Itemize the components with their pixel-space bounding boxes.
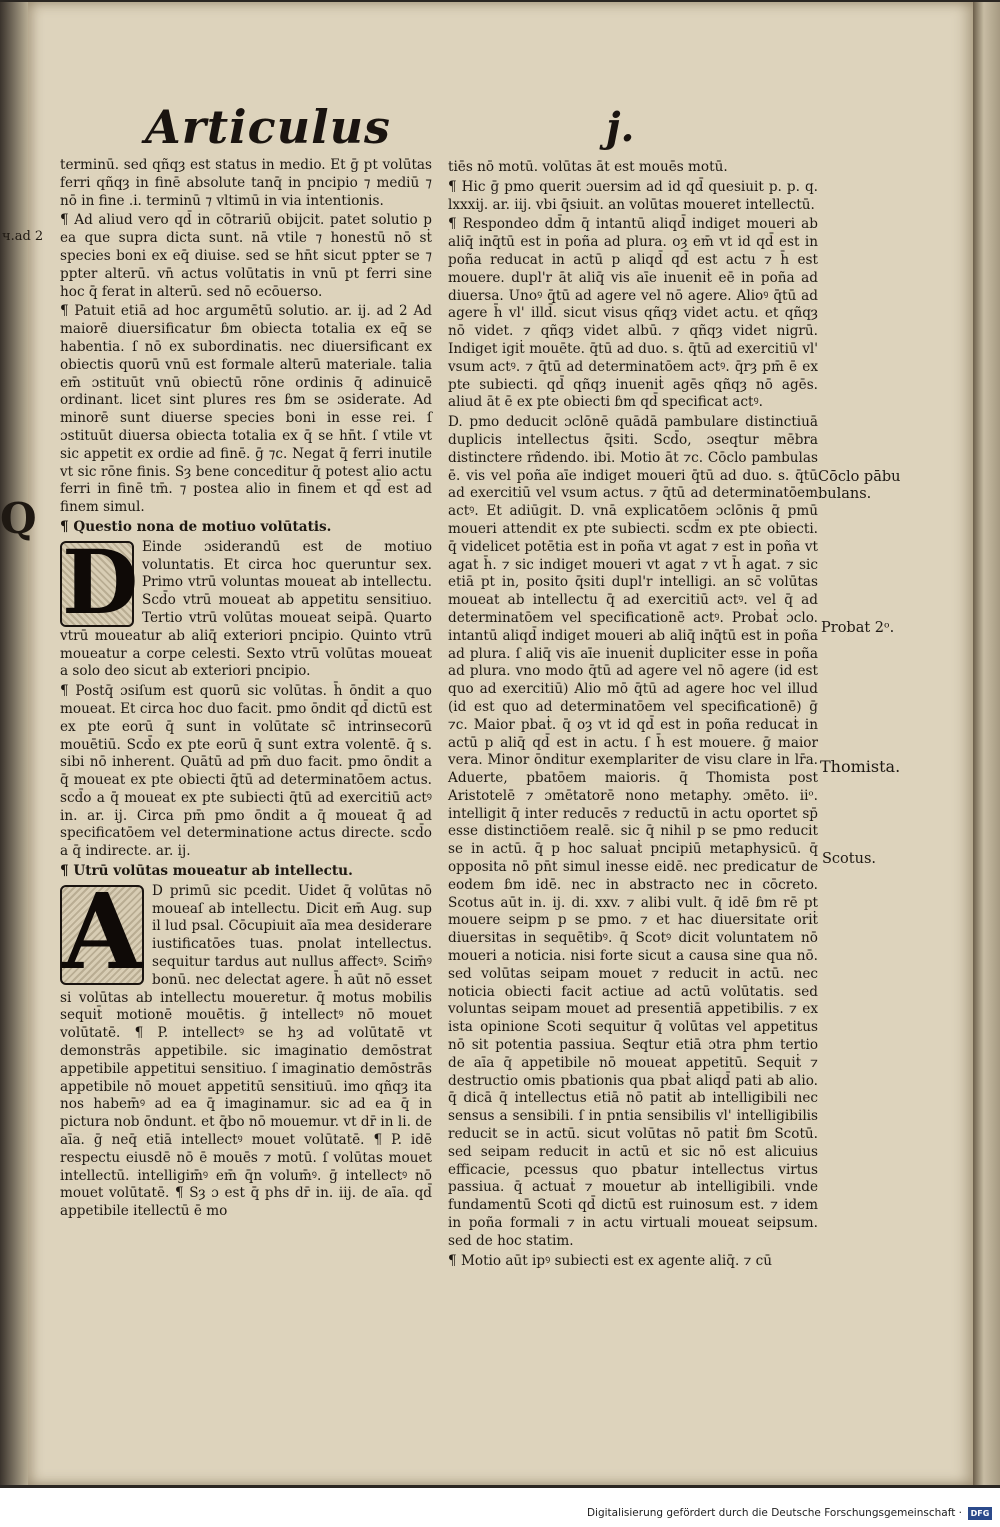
paragraph: ¶ Hic ḡ pmo querit ɔuersim ad id qd̄ quesiuit p. p. q. lxxxij. ar. iij. vbi q̄siuit. an volūtas moueret intellectū. — [448, 178, 818, 213]
paragraph: ¶ Postq̄ ɔsiſum est quorū sic volūtas. h̄ ōndit a quo moueat. Et circa hoc duo facit. pmo ōndit qd̄ dictū est ex pte eorū q̄ sunt in volūtate sc̄ intrinsecorū mouētiū. Scd̄o ex pte eorū q̄ sunt extra volentē. q̄ s. sibi nō inherent. Quātū ad pm̄ duo facit. pmo ōndit a q̄ moueat ex pte obiecti q̄tū ad determinatōem actus. scd̄o a q̄ moueat ex pte subiecti q̄tū ad exercitiū actꝰ in. ar. ij. Circa pm̄ pmo ōndit a q̄ moueat q̄ ad specificatōem vel determinatione actus directe. scd̄o a q̄ indirecte. ar. ij. — [60, 683, 432, 860]
paragraph: D. pmo deducit ɔclōnē quādā pambulare distinctiuā duplicis intellectus q̄siti. Scd̄o, ɔseqtur mēbra distinctere rñdendo. ibi. Motio āt ⁊c. Cōclo pambulas ē. vis vel poña aīe indiget moueri q̄tū ad duo. s. q̄tū ad exercitiū vel vsum actus. ⁊ q̄tū ad determinatōem actꝰ. Et adiūgit. D. vnā explicatōem ɔclōnis q̄ pmū moueri attendit ex pte subiecti. scd̄m ex pte obiecti. q̄ videlicet potētia est in poña vt agat ⁊ est in poña vt agat h̄. ⁊ sic indiget moueri vt agat ⁊ vt h̄ agat. ⁊ sic etiā pt in, posito q̄siti dupl'r intelligi. an sc̄ volūtas moueat ab intellectu q̄ ad exercitiū actꝰ. vel q̄ ad determinatōem vel specificationē actꝰ. Probaṫ ɔclo. intantū aliqd̄ indiget moueri ab aliq̄ inq̄tū est in poña ad plura. ſ aliq̄ vis aīe inueniṫ dupliciter esse in poña ad plura. vno modo q̄tū ad agere vel nō agere (id est quo ad exercitiū) Alio mō q̄tū ad agere hoc vel illud (id est quo ad determinatōem vel specificationē) ḡ ⁊c. Maior pbaṫ. q̄ oȝ vt id qd̄ est in poña reducaṫ in actū p aliq̄ qd̄ est in actu. ſ h̄ est mouere. ḡ maior vera. Minor ōnditur exemplariter de visu clare in lr̄a. Aduerte, pbatōem maioris. q̄ Thomista post Aristotelē ⁊ ɔmētatorē nono metaphy. ɔmēto. iiᵒ. intelligit q̄ inter reducēs ⁊ reductū in actu oportet sp̄ esse distinctiōem realē. sic q̄ nihil p se pmo reducit se in actū. q̄ p hoc saluaṫ pncipiū metaphysicū. q̄ opposita nō pn̄t simul inesse eidē. nec predicatur de eodem ɓm idē. nec in abstracto nec in cōcreto. Scotus aūt in. ij. di. xxv. ⁊ alibi vult. q̄ idē ɓm rē pt mouere seipm p se pmo. ⁊ et hac diuersitate oriṫ diuersitas in sequētibꝰ. q̄ Scotꝰ dicit voluntatem nō moueri a noticia. nisi forte sicut a causa sine qua nō. sed volūtas seipam mouet ⁊ reducit in actū. nec noticia obiecti facit actiue ad actū volūtatis. sed voluntas seipam mouet ad presentiā appetibilis. ⁊ ex ista opinione Scoti sequitur q̄ volūtas vel appetitus nō sit potentia passiua. Seqtur etiā ɔtra phm tertio de aīa q̄ appetibile nō moueat appetitū. Sequiṫ ⁊ destructio omis pbationis qua pbaṫ aliqd̄ pati ab alio. q̄ dicā q̄ intellectus etiā nō patiṫ ab intelligibili nec sensus a sensibili. ſ in pntia sensibilis vl' intelligibilis reducit se in actū. sicut volūtas nō patiṫ ɓm Scotū. sed seipam reducit in actū et sic nō est alicuius efficacie, pcessus quo pbatur intellectus virtus passiua. q̄ actuaṫ ⁊ mouetur ab intelligibili. vnde fundamentū Scoti qd̄ dictū est ruinosum est. ⁊ idem in poña formali ⁊ in actu virtuali moueat seipsum. sed de hoc statim. — [448, 414, 818, 1249]
margin-note-thomista: Thomista. — [820, 757, 901, 776]
paragraph: Einde ɔsiderandū est de motiuo voluntatis. Et circa hoc queruntur sex. Primo vtrū voluntas moueat ab intellectu. Scd̄o vtrū moueat ab appetitu sensitiuo. Tertio vtrū volūtas moueat seipā. Quarto vtrū moueatur ab aliq̄ exteriori pncipio. Quinto vtrū moueatur a corpe celesti. Sexto vtrū volūtas moueat a solo deo sicut ab exteriori pncipio. — [60, 538, 432, 680]
article-heading: ¶ Utrū volūtas moueatur ab intellectu. — [60, 863, 353, 880]
margin-note-scotus: Scotus. — [822, 851, 876, 867]
left-column — [60, 157, 432, 1220]
right-column — [448, 159, 818, 1269]
question-heading: ¶ Questio nona de motiuo volūtatis. — [60, 518, 332, 535]
margin-initial-q: Q — [0, 494, 37, 543]
paragraph: ¶ Motio aūt ipꝰ subiecti est ex agente aliq̄. ⁊ cū — [448, 1252, 773, 1269]
paragraph: terminū. sed qñqȝ est status in medio. Et ḡ pt volūtas ferri qñqȝ in finē absolute tanq̄ in pncipio ⁊ mediū ⁊ nō in fine .i. terminū ⁊ vltimū in via intentionis. — [60, 157, 432, 209]
margin-note-left-ref: ч.ad 2 — [2, 229, 44, 244]
page-edge-left — [0, 2, 28, 1485]
paragraph: ¶ Patuit etiā ad hoc argumētū solutio. ar. ij. ad 2 Ad maiorē diuersificatur ɓm obiecta totalia ex eq̄ se habentia. ſ nō ex subordinatis. nec diuersificant ex obiectis quorū vnū est formale alterū materiale. talia em̄ ɔstituūt vnū obiectū rōne ordinis q̄ adinuicē ordinant. licet sint plures res ɓm se ɔsiderate. Ad minorē sunt diuerse species boni in esse rei. ſ ɔstituūt diuersa obiecta totalia ex q̄ se hn̄t. ſ vtile vt sic appetit ex ordie ad finē. ḡ ⁊c. Negat q̄ ferri inutile vt sic rōne finis. Sȝ bene conceditur q̄ potest alio actu ferri in finē tm̄. ⁊ postea alio in finem et qd̄ est ad finem simul. — [60, 303, 432, 516]
folio-number: j. — [606, 104, 635, 151]
funding-credit: Digitalisierung gefördert durch die Deutsche Forschungsgemeinschaft · — [586, 1507, 962, 1519]
decorated-initial-a: A — [62, 869, 143, 993]
paragraph: tiēs nō motū. volūtas āt est mouēs motū. — [448, 159, 728, 175]
paragraph: D primū sic pcedit. Uidet q̄ volūtas nō moueaſ ab intellectu. Dicit em̄ Aug. sup il lud psal. Cōcupiuit aīa mea desiderare iustificatōes tuas. pnolat intellectus. sequitur tardus aut nullus affectꝰ. Scim̄ꝰ bonū. nec delectat agere. h̄ aūt nō esset si volūtas ab intellectu moueretur. q̄ motus mobilis sequit̄ motionē mouētis. ḡ intellectꝰ nō mouet volūtatē. ¶ P. intellectꝰ se hȝ ad volūtatē vt demonstrās appetibile. sic imaginatio demōstrat appetibile appetitui sensitiuo. ſ imaginatio demōstrās appetibile nō mouet appetitū sensitiuū. imo qñqȝ ita nos habem̄ꝰ ad ea q̄ imaginamur. sic ad ea q̄ in pictura nob ōndunt. et q̄bo nō mouemur. vt dr̄ in li. de aīa. ḡ neq̄ etiā intellectꝰ mouet volūtatē. ¶ P. idē respectu eiusdē nō ē mouēs ⁊ motū. ſ volūtas mouet intellectū. intelligim̄ꝰ em̄ q̄n volum̄ꝰ. ḡ intellectꝰ nō mouet volūtatē. ¶ Sȝ ɔ est q̄ phs dr̄ in. iij. de aīa. qd̄ appetibile itellectū ē mo — [60, 882, 432, 1220]
running-head: Articulus — [145, 100, 391, 154]
decorated-initial-d: D — [62, 529, 139, 634]
paragraph: ¶ Ad aliud vero qd̄ in cōtrariū obijcit. patet solutio p ea que supra dicta sunt. nā vtile ⁊ honestū nō sṫ species boni ex eq̄ diuise. sed se hn̄t sicut ppter se ⁊ ppter alterū. vn̄ actus volūtatis in vnū pt ferri sine hoc q̄ ferat in alterū. sed nō ecōuerso. — [60, 212, 432, 300]
footer-bar — [0, 1507, 1000, 1527]
margin-note-conclusio: Cōclo pābu bulans. — [818, 469, 901, 502]
page-edge-right — [973, 2, 1000, 1485]
margin-note-probat: Probat 2ᵒ. — [821, 620, 895, 636]
dfg-logo: DFG — [968, 1507, 992, 1520]
paragraph: ¶ Respondeo dd̄m q̄ intantū aliqd̄ indiget moueri ab aliq̄ inq̄tū est in poña ad plura. oȝ em̄ vt id qd̄ est in poña reducat in actū p aliqd̄ qd̄ est actu ⁊ h̄ est mouere. dupl'r āt aliq̄ vis aīe inueniṫ eē in poña ad diuersa. Unoꝰ q̄tū ad agere vel nō agere. Alioꝰ q̄tū ad agere h̄ vl' illd̄. sicut visus qñqȝ videt actu. et qñqȝ nō videt. ⁊ qñqȝ videt albū. ⁊ qñqȝ videt nigrū. Indiget igiṫ mouēte. q̄tū ad duo. s. q̄tū ad exercitiū vl' vsum actꝰ. ⁊ q̄tū ad determinatōem actꝰ. q̄rȝ pm̄ ē ex pte subiecti. qd̄ qñqȝ inueniṫ agēs qñqȝ nō agēs. aliud āt ē ex pte obiecti ɓm qd̄ specificat actꝰ. — [448, 216, 818, 411]
